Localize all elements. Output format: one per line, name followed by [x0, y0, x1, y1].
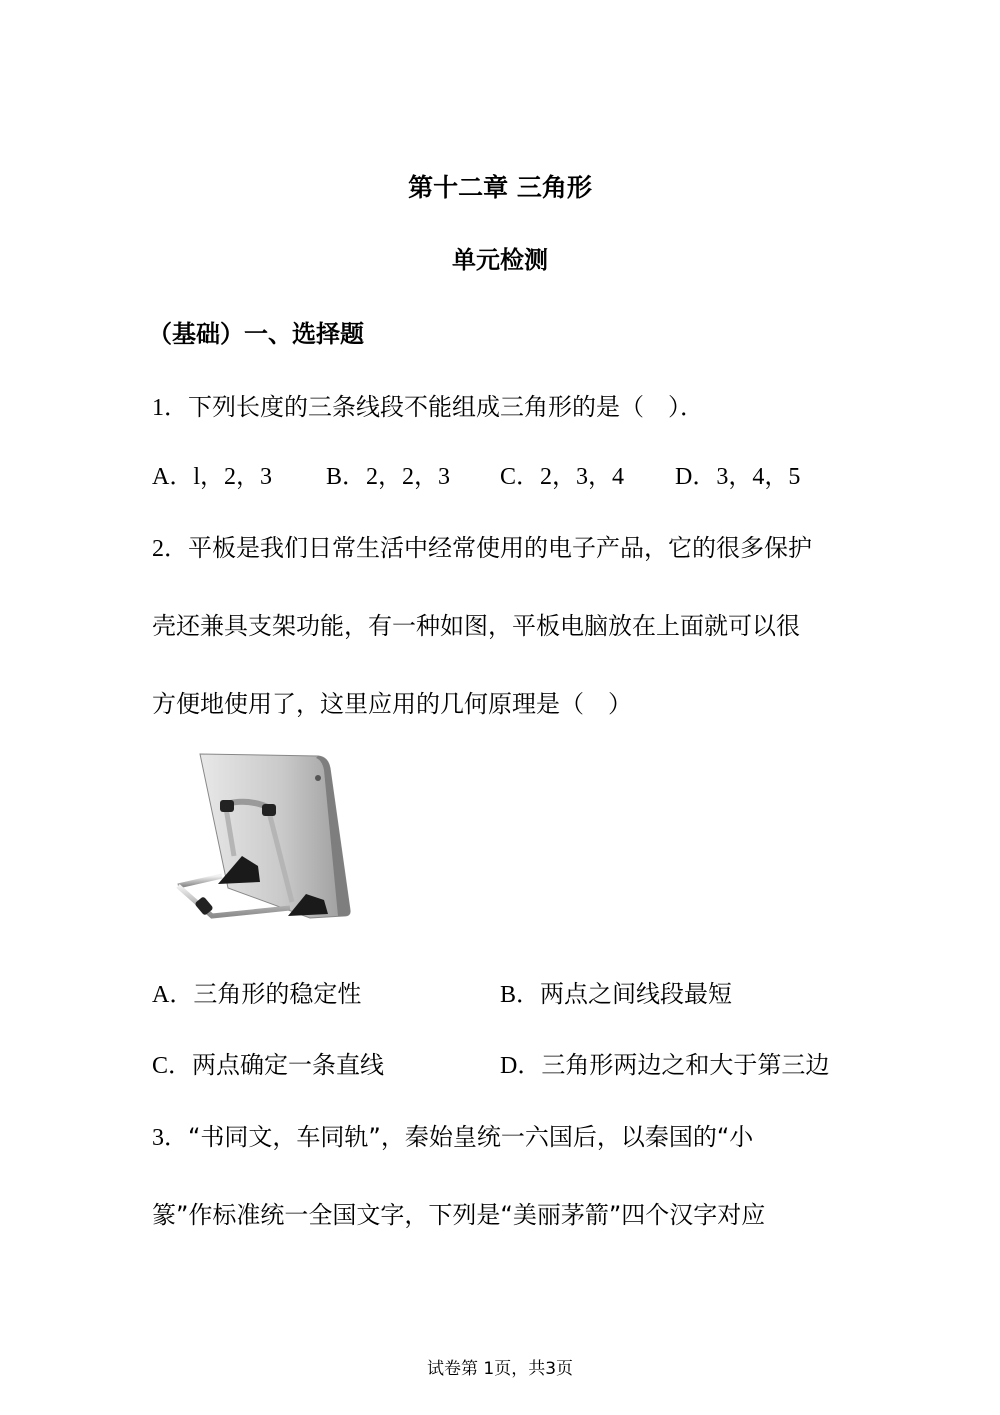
- question-2-number: 2．: [152, 536, 188, 562]
- q1-option-c-text: 2，3，4: [540, 464, 625, 490]
- q1-option-a-text: l，2，3: [193, 464, 273, 490]
- q2-option-a-text: 三角形的稳定性: [193, 980, 362, 1008]
- question-2-line-3: 方便地使用了，这里应用的几何原理是（ ）: [152, 690, 632, 718]
- question-2-text-1: 平板是我们日常生活中经常使用的电子产品，它的很多保护: [188, 534, 812, 562]
- q1-option-b-text: 2，2，3: [366, 464, 451, 490]
- q2-option-c-letter: C．: [152, 1053, 193, 1079]
- q1-option-b: [326, 456, 450, 491]
- question-1-text: 下列长度的三条线段不能组成三角形的是（ ）．: [188, 393, 704, 421]
- q2-option-a: [152, 974, 361, 1009]
- section-heading: （基础）一、选择题: [148, 320, 364, 348]
- q1-option-d-letter: D．: [675, 464, 717, 490]
- q2-option-b: [500, 974, 732, 1009]
- q2-option-a-letter: A．: [152, 982, 194, 1008]
- q2-option-c: [152, 1045, 384, 1080]
- q1-option-c: [500, 456, 624, 491]
- q1-option-d-text: 3，4，5: [716, 464, 801, 490]
- q2-option-d-text: 三角形两边之和大于第三边: [541, 1051, 830, 1079]
- q2-option-c-text: 两点确定一条直线: [192, 1051, 385, 1079]
- question-2-line-2: 壳还兼具支架功能，有一种如图，平板电脑放在上面就可以很: [152, 612, 800, 640]
- q1-option-b-letter: B．: [326, 464, 367, 490]
- q1-option-d: [675, 456, 800, 491]
- page-title: 第十二章 三角形: [408, 173, 592, 202]
- q2-option-d-letter: D．: [500, 1053, 542, 1079]
- question-1-number: 1．: [152, 395, 188, 421]
- question-3-number: 3．: [152, 1125, 188, 1151]
- question-1: [152, 387, 704, 422]
- tablet-stand-image: [168, 748, 358, 934]
- question-3-line-2: 篆”作标准统一全国文字，下列是“美丽茅箭”四个汉字对应: [152, 1201, 766, 1229]
- q2-option-b-letter: B．: [500, 982, 541, 1008]
- page-footer: 试卷第 1页，共3页: [426, 1359, 574, 1379]
- question-3-text-1: “书同文，车同轨”，秦始皇统一六国后，以秦国的“小: [188, 1123, 754, 1151]
- q1-option-a-letter: A．: [152, 464, 194, 490]
- page-subtitle: 单元检测: [452, 246, 548, 274]
- question-2-line-1: [152, 528, 812, 563]
- question-3-line-1: [152, 1117, 753, 1152]
- q1-option-c-letter: C．: [500, 464, 541, 490]
- q2-option-d: [500, 1045, 829, 1080]
- q2-option-b-text: 两点之间线段最短: [540, 980, 733, 1008]
- q1-option-a: [152, 456, 272, 491]
